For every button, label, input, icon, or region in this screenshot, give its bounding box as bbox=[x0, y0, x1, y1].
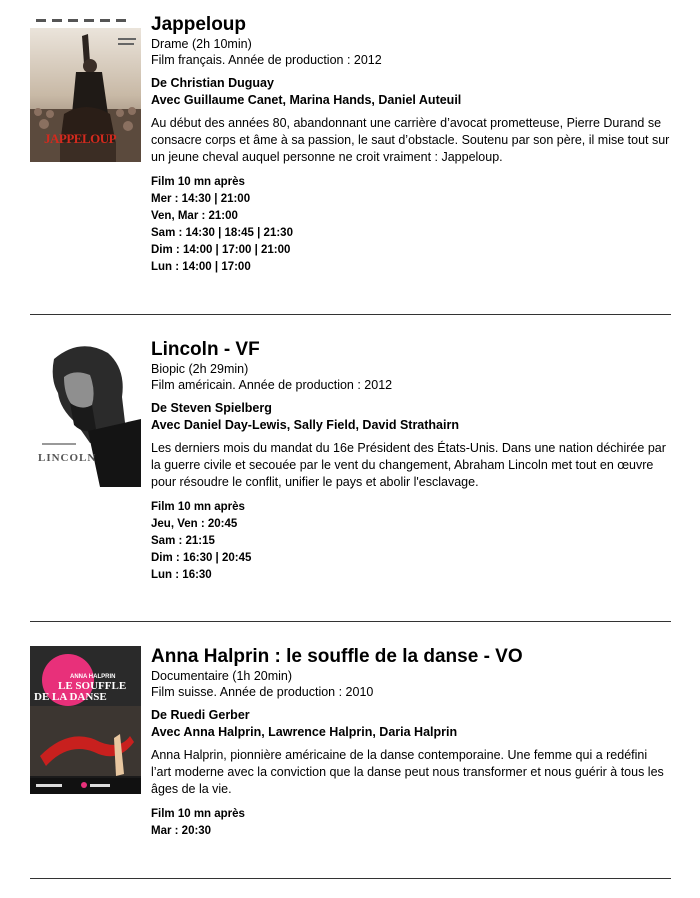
film-note: Film 10 mn après bbox=[151, 808, 245, 820]
poster-subtitle-text: ANNA HALPRIN bbox=[70, 674, 116, 680]
poster-title-text: LE SOUFFLE bbox=[58, 680, 127, 692]
showtime-row: Mar : 20:30 bbox=[151, 825, 212, 837]
showtime-row: Jeu, Ven : 20:45 bbox=[151, 518, 238, 530]
film-genre: Documentaire (1h 20min) bbox=[151, 669, 293, 683]
film-cast: Avec Anna Halprin, Lawrence Halprin, Daria Halprin bbox=[151, 725, 458, 739]
film-info bbox=[151, 646, 672, 840]
film-info bbox=[151, 14, 672, 276]
film-note: Film 10 mn après bbox=[151, 501, 245, 513]
film-director: De Ruedi Gerber bbox=[151, 708, 250, 722]
showtime-row: Sam : 14:30 | 18:45 | 21:30 bbox=[151, 227, 293, 239]
film-cast: Avec Guillaume Canet, Marina Hands, Daniel Auteuil bbox=[151, 93, 462, 107]
film-listing bbox=[30, 14, 672, 304]
film-origin: Film américain. Année de production : 2012 bbox=[151, 378, 393, 392]
film-title[interactable]: Jappeloup bbox=[151, 14, 247, 35]
showtime-row: Mer : 14:30 | 21:00 bbox=[151, 193, 251, 205]
film-origin: Film suisse. Année de production : 2010 bbox=[151, 685, 374, 699]
film-genre: Biopic (2h 29min) bbox=[151, 362, 249, 376]
poster-title-text: DE LA DANSE bbox=[34, 691, 107, 703]
showtime-row: Ven, Mar : 21:00 bbox=[151, 210, 238, 222]
film-director: De Steven Spielberg bbox=[151, 401, 272, 415]
film-genre: Drame (2h 10min) bbox=[151, 37, 252, 51]
showtime-row: Lun : 14:00 | 17:00 bbox=[151, 261, 251, 273]
movie-poster-lincoln[interactable] bbox=[30, 339, 141, 487]
showtime-row: Dim : 16:30 | 20:45 bbox=[151, 552, 252, 564]
movie-poster-jappeloup[interactable] bbox=[30, 14, 141, 162]
film-title[interactable]: Lincoln - VF bbox=[151, 339, 260, 360]
film-synopsis: Les derniers mois du mandat du 16e Président des États-Unis. Dans une nation déchirée par la guerre civile et secouée par le vent du changement, Abraham Lincoln met tout en œuvre pour résoudre le conflit, unifier le pays et abolir l'esclavage. bbox=[151, 441, 666, 489]
separator-line bbox=[30, 878, 671, 879]
film-synopsis: Au début des années 80, abandonnant une carrière d’avocat prometteuse, Pierre Durand se consacre corps et âme à sa passion, le saut d’obstacle. Soutenu par son père, il mise tout sur un jeune cheval auquel personne ne croit vraiment : Jappeloup. bbox=[151, 116, 670, 164]
poster-title-text: LINCOLN bbox=[38, 452, 97, 464]
separator-line bbox=[30, 621, 671, 622]
film-director: De Christian Duguay bbox=[151, 76, 274, 90]
film-listing bbox=[30, 646, 672, 861]
showtime-row: Sam : 21:15 bbox=[151, 535, 215, 547]
poster-image bbox=[30, 339, 141, 487]
movie-poster-anna-halprin[interactable] bbox=[30, 646, 141, 794]
poster-title-text: JAPPELOUP bbox=[44, 131, 117, 146]
film-note: Film 10 mn après bbox=[151, 176, 245, 188]
separator-line bbox=[30, 314, 671, 315]
film-title[interactable]: Anna Halprin : le souffle de la danse - VO bbox=[151, 646, 523, 667]
showtime-row: Dim : 14:00 | 17:00 | 21:00 bbox=[151, 244, 291, 256]
film-listing bbox=[30, 339, 672, 599]
film-synopsis: Anna Halprin, pionnière américaine de la danse contemporaine. Une femme qui a redéfini l’art moderne avec la conviction que la danse peut nous transformer et nous guérir à tous les âges de la vie. bbox=[151, 748, 664, 796]
film-cast: Avec Daniel Day-Lewis, Sally Field, David Strathairn bbox=[151, 418, 459, 432]
film-origin: Film français. Année de production : 2012 bbox=[151, 53, 382, 67]
film-info bbox=[151, 339, 672, 584]
poster-image bbox=[30, 646, 141, 794]
showtime-row: Lun : 16:30 bbox=[151, 569, 212, 581]
